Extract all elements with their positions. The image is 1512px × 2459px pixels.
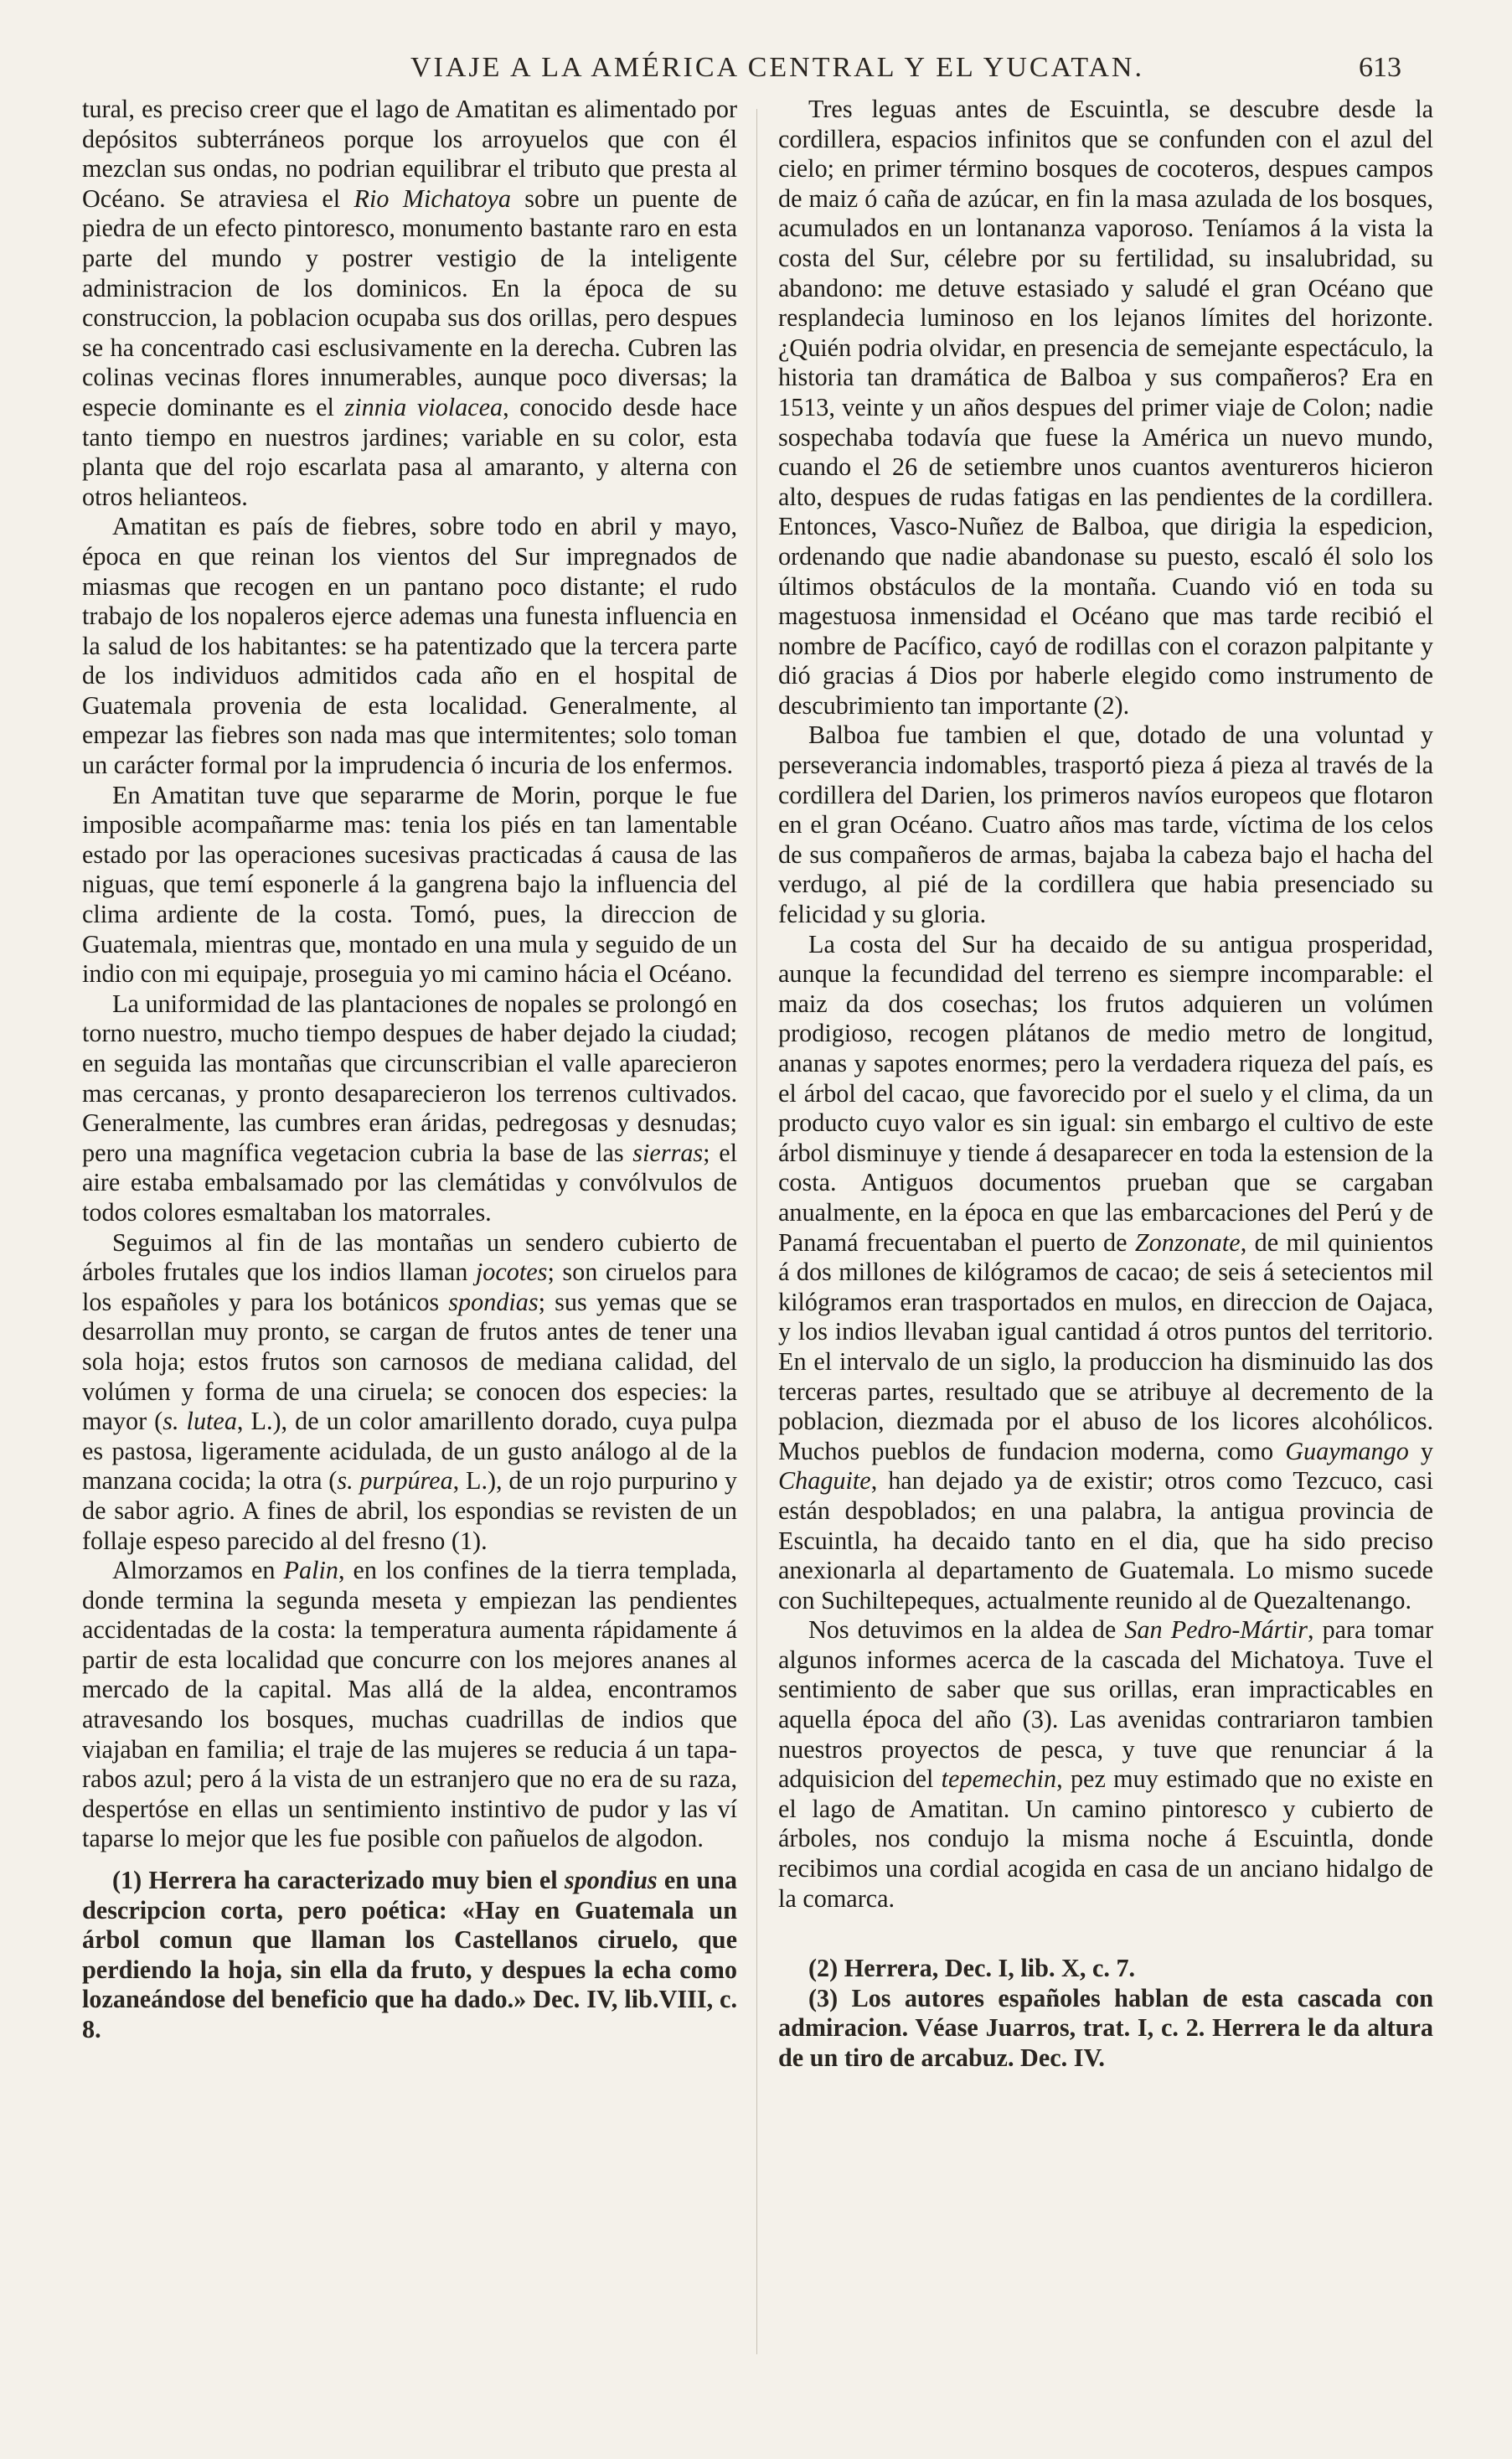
footnotes-left <box>82 1866 737 2045</box>
page-header <box>0 52 1512 96</box>
paragraph: Tres leguas antes de Escuintla, se descubre desde la cordillera, espacios infinitos que se confunden con el azul del cielo; en primer término bosques de cocoteros, despues campos de maiz ó caña de azúcar, en fin la masa azulada de los bosques, acumulados en un lontananza vaporoso. Teníamos á la vista la costa del Sur, célebre por su fertilidad, su insalubridad, su abandono: me detuve estasiado y saludé el gran Océano que resplandecia luminoso en los lejanos límites del horizonte. ¿Quién podria olvidar, en presencia de semejante espectáculo, la historia tan dramática de Balboa y sus compañeros? Era en 1513, veinte y un años despues del primer viaje de Colon; nadie sospechaba todavía que fuese la América un nuevo mundo, cuando el 26 de setiembre unos cuantos aventureros hicieron alto, despues de rudas fatigas en las pendientes de la cordillera. Entonces, Vasco-Nuñez de Balboa, que dirigia la espedicion, ordenando que nadie abandonase su puesto, escaló él solo los últimos obstáculos de la montaña. Cuando vió en toda su magestuosa inmensidad el Océano que mas tarde recibió el nombre de Pacífico, cayó de rodillas con el corazon palpitante y dió gracias á Dios por haberle elegido como instrumento de descubrimiento tan importante (2). <box>778 95 1433 720</box>
footnote: (1) Herrera ha caracterizado muy bien el spondius en una descripcion corta, pero poética: «Hay en Guatemala un árbol comun que llaman los Castellanos ciruelo, que perdiendo la hoja, sin ella da fruto, y despues la echa como lozaneándose del beneficio que ha dado.» Dec. IV, lib.VIII, c. 8. <box>82 1866 737 2043</box>
column-divider <box>756 109 757 2354</box>
paragraph: Balboa fue tambien el que, dotado de una voluntad y perseverancia indomables, trasportó pieza á pieza al través de la cordillera del Darien, los primeros navíos europeos que flotaron en el gran Océano. Cuatro años mas tarde, víctima de los celos de sus compañeros de armas, bajaba la cabeza bajo el hacha del verdugo, al pié de la cordillera que habia presenciado su felicidad y su gloria. <box>778 721 1433 929</box>
page-number: 613 <box>1359 52 1401 83</box>
running-title: VIAJE A LA AMÉRICA CENTRAL Y EL YUCATAN. <box>410 52 1144 83</box>
right-column <box>778 95 1433 2074</box>
left-column <box>82 95 737 2045</box>
paragraph: La costa del Sur ha decaido de su antigua prosperidad, aunque la fecundidad del terreno es siempre incomparable: el maiz da dos cosechas; los frutos adquieren un volúmen prodigioso, recogen plátanos de medio metro de longitud, ananas y sapotes enormes; pero la verdadera riqueza del país, es el árbol del cacao, que favorecido por el suelo y el clima, da un producto cuyo valor es sin igual: sin embargo el cultivo de este árbol disminuye y tiende á desaparecer en toda la estension de la costa. Antiguos documentos prueban que se cargaban anualmente, en la época en que las embarcaciones del Perú y de Panamá frecuentaban el puerto de Zonzonate, de mil quinientos á dos millones de kilógramos de cacao; de seis á setecientos mil kilógramos eran trasportados en mulos, en direccion de Oajaca, y los indios llevaban igual cantidad á otros puntos del territorio. En el intervalo de un siglo, la produccion ha disminuido las dos terceras partes, resultado que se atribuye al decremento de la poblacion, diezmada por el abuso de los licores alcohólicos. Muchos pueblos de fundacion moderna, como Guaymango y Chaguite, han dejado ya de existir; otros como Tezcuco, casi están despoblados; en una palabra, la antigua provincia de Escuintla, ha decaido tanto en el dia, que ha sido preciso anexionarla al departamento de Guatemala. Lo mismo sucede con Suchiltepeques, actualmente reunido al de Quezaltenango. <box>778 929 1433 1614</box>
paragraph: La uniformidad de las plantaciones de nopales se prolongó en torno nuestro, mucho tiempo despues de haber dejado la ciudad; en seguida las montañas que circunscribian el valle aparecieron mas cercanas, y pronto desaparecieron los terrenos cultivados. Generalmente, las cumbres eran áridas, pedregosas y desnudas; pero una magnífica vegetacion cubria la base de las sierras; el aire estaba embalsamado por las clemátidas y convólvulos de todos colores esmaltaban los matorrales. <box>82 989 737 1227</box>
footnotes-right <box>778 1925 1433 2073</box>
paragraph: Nos detuvimos en la aldea de San Pedro-Mártir, para tomar algunos informes acerca de la cascada del Michatoya. Tuve el sentimiento de saber que sus orillas, eran impracticables en aquella época del año (3). Las avenidas contrariaron tambien nuestros proyectos de pesca, y tuve que renunciar á la adquisicion del tepemechin, pez muy estimado que no existe en el lago de Amatitan. Un camino pintoresco y cubierto de árboles, nos condujo la misma noche á Escuintla, donde recibimos una cordial acogida en casa de un anciano hidalgo de la comarca. <box>778 1615 1434 1913</box>
paragraph: Almorzamos en Palin, en los confines de la tierra templada, donde termina la segunda meseta y empiezan las pendientes accidentadas de la costa: la temperatura aumenta rápidamente á partir de esta localidad que concurre con los mejores ananes al mercado de la capital. Mas allá de la aldea, encontramos atravesando los bosques, muchas cuadrillas de indios que viajaban en familia; el traje de las mujeres se reducia á un tapa-rabos azul; pero á la vista de un estranjero que no era de su raza, despertóse en ellas un sentimiento instintivo de pudor y las ví taparse lo mejor que les fue posible con pañuelos de algodon. <box>82 1556 737 1853</box>
footnote: (3) Los autores españoles hablan de esta cascada con admiracion. Véase Juarros, trat. I, c. 2. Herrera le da altura de un tiro de arcabuz. Dec. IV. <box>778 1983 1433 2072</box>
paragraph: tural, es preciso creer que el lago de Amatitan es alimentado por depósitos subterráneos porque los arroyuelos que con él mezclan sus ondas, no podrian equilibrar el tributo que presta al Océano. Se atraviesa el Rio Michatoya sobre un puente de piedra de un efecto pintoresco, monumento bastante raro en esta parte del mundo y postrer vestigio de la inteligente administracion de los dominicos. En la época de su construccion, la poblacion ocupaba sus dos orillas, pero despues se ha concentrado casi esclusivamente en la derecha. Cubren las colinas vecinas flores innumerables, aunque poco diversas; la especie dominante es el zinnia violacea, conocido desde hace tanto tiempo en nuestros jardines; variable en su color, esta planta que del rojo escarlata pasa al amaranto, y alterna con otros helianteos. <box>82 95 737 511</box>
paragraph: En Amatitan tuve que separarme de Morin, porque le fue imposible acompañarme mas: tenia los piés en tan lamentable estado por las operaciones sucesivas practicadas á causa de las niguas, que temí esponerle á la gangrena bajo la influencia del clima ardiente de la costa. Tomó, pues, la direccion de Guatemala, mientras que, montado en una mula y seguido de un indio con mi equipaje, proseguia yo mi camino hácia el Océano. <box>82 780 737 989</box>
paragraph: Seguimos al fin de las montañas un sendero cubierto de árboles frutales que los indios llaman jocotes; son ciruelos para los españoles y para los botánicos spondias; sus yemas que se desarrollan muy pronto, se cargan de frutos antes de tener una sola hoja; estos frutos son carnosos de mediana calidad, del volúmen y forma de una ciruela; se conocen dos especies: la mayor (s. lutea, L.), de un color amarillento dorado, cuya pulpa es pastosa, ligeramente acidulada, de un gusto análogo al de la manzana cocida; la otra (s. purpúrea, L.), de un rojo purpurino y de sabor agrio. A fines de abril, los espondias se revisten de un follaje espeso parecido al del fresno (1). <box>82 1227 737 1555</box>
paragraph: Amatitan es país de fiebres, sobre todo en abril y mayo, época en que reinan los vientos del Sur impregnados de miasmas que recogen en un pantano poco distante; el rudo trabajo de los nopaleros ejerce ademas una funesta influencia en la salud de los habitantes: se ha patentizado que la tercera parte de los individuos admitidos cada año en el hospital de Guatemala provenia de esta localidad. Generalmente, al empezar las fiebres son nada mas que intermitentes; solo toman un carácter formal por la imprudencia ó incuria de los enfermos. <box>82 512 737 780</box>
footnote: (2) Herrera, Dec. I, lib. X, c. 7. <box>808 1954 1136 1983</box>
footnote-separator <box>778 1925 1433 1954</box>
